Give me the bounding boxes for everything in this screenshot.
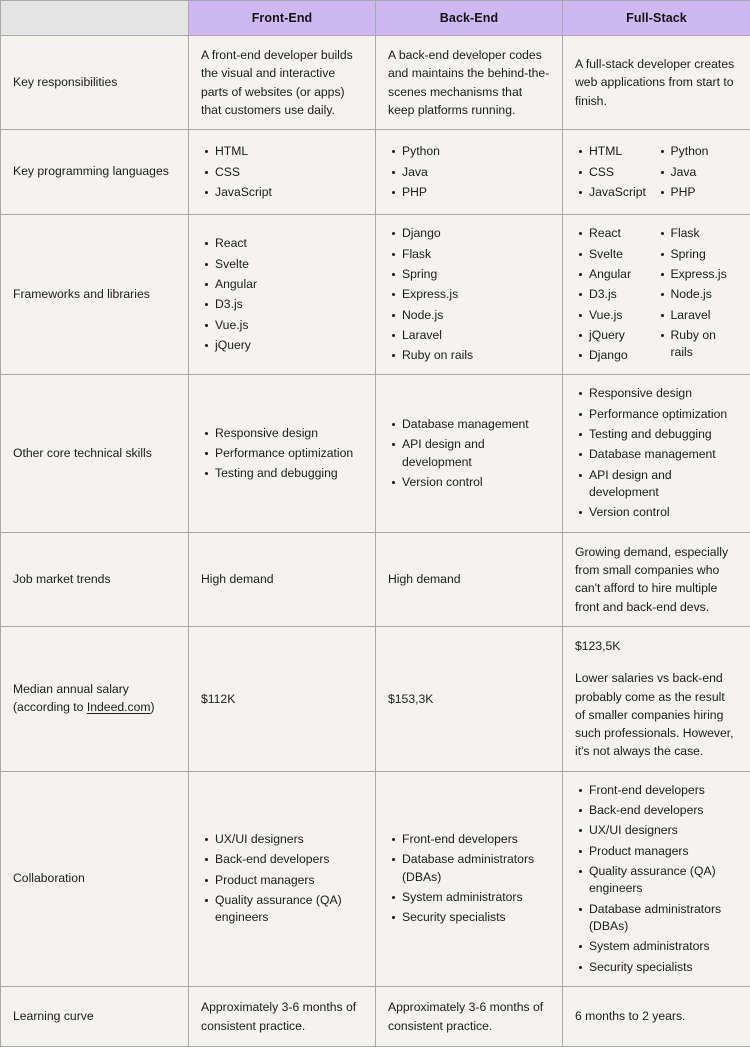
- row-label-learning-curve: Learning curve: [1, 987, 189, 1047]
- list-item: UX/UI designers: [215, 831, 363, 848]
- cell-frameworks-back-end: [376, 215, 563, 375]
- list-item: Java: [671, 164, 739, 181]
- cell-text: Growing demand, especially from small companies who can't afford to hire multiple front and back-end devs.: [575, 543, 738, 616]
- list-item: Product managers: [589, 843, 738, 860]
- list-item: React: [215, 235, 363, 252]
- bullet-list: [575, 782, 738, 976]
- list-item: Database administrators (DBAs): [402, 851, 550, 886]
- bullet-list: [388, 831, 550, 927]
- bullet-list: [575, 385, 738, 521]
- list-item: Back-end developers: [215, 851, 363, 868]
- cell-key-responsibilities-front-end: [189, 36, 376, 130]
- table-header: [1, 1, 750, 36]
- bullet-list: [388, 143, 550, 201]
- list-item: Django: [402, 225, 550, 242]
- table-row-frameworks-and-libraries: [1, 215, 750, 375]
- list-item: Spring: [402, 266, 550, 283]
- list-item: Spring: [671, 246, 739, 263]
- list-item: Quality assurance (QA) engineers: [215, 892, 363, 927]
- cell-job-market-front-end: [189, 532, 376, 626]
- table-body: [1, 36, 750, 1047]
- list-item: Front-end developers: [402, 831, 550, 848]
- list-item: UX/UI designers: [589, 822, 738, 839]
- cell-salary-back-end: [376, 626, 563, 771]
- row-label-line-2-suffix: ): [151, 700, 155, 714]
- bullet-columns: [575, 143, 738, 201]
- list-item: Version control: [402, 474, 550, 491]
- row-label-key-responsibilities: Key responsibilities: [1, 36, 189, 130]
- list-item: Django: [589, 347, 657, 364]
- list-item: Ruby on rails: [671, 327, 739, 362]
- list-item: React: [589, 225, 657, 242]
- list-item: Database administrators (DBAs): [589, 901, 738, 936]
- cell-languages-back-end: [376, 130, 563, 215]
- list-item: Back-end developers: [589, 802, 738, 819]
- cell-collaboration-full-stack: [563, 771, 750, 986]
- list-item: Quality assurance (QA) engineers: [589, 863, 738, 898]
- list-item: Performance optimization: [215, 445, 363, 462]
- table-row-job-market-trends: [1, 532, 750, 626]
- list-item: PHP: [671, 184, 739, 201]
- header-row: [1, 1, 750, 36]
- cell-learning-curve-full-stack: [563, 987, 750, 1047]
- list-item: Testing and debugging: [215, 465, 363, 482]
- list-item: Testing and debugging: [589, 426, 738, 443]
- list-item: Python: [671, 143, 739, 160]
- list-item: PHP: [402, 184, 550, 201]
- cell-frameworks-full-stack: [563, 215, 750, 375]
- cell-salary-front-end: [189, 626, 376, 771]
- cell-languages-full-stack: [563, 130, 750, 215]
- table-row-collaboration: [1, 771, 750, 986]
- bullet-list: [201, 235, 363, 354]
- list-item: jQuery: [589, 327, 657, 344]
- bullet-columns: [575, 225, 738, 364]
- list-item: JavaScript: [215, 184, 363, 201]
- list-item: CSS: [215, 164, 363, 181]
- list-item: System administrators: [402, 889, 550, 906]
- cell-text: A front-end developer builds the visual and interactive parts of websites (or apps) that customers use daily.: [201, 46, 363, 119]
- cell-learning-curve-front-end: [189, 987, 376, 1047]
- cell-text: High demand: [388, 570, 550, 588]
- list-item: Performance optimization: [589, 406, 738, 423]
- list-item: Angular: [589, 266, 657, 283]
- list-item: Laravel: [402, 327, 550, 344]
- table-row-other-core-technical-skills: [1, 375, 750, 532]
- bullet-list: [388, 416, 550, 491]
- list-item: Flask: [671, 225, 739, 242]
- list-item: Svelte: [589, 246, 657, 263]
- row-label-frameworks-and-libraries: Frameworks and libraries: [1, 215, 189, 375]
- list-item: Ruby on rails: [402, 347, 550, 364]
- list-item: Vue.js: [215, 317, 363, 334]
- list-item: Node.js: [402, 307, 550, 324]
- salary-value: $153,3K: [388, 690, 550, 708]
- salary-value: $112K: [201, 690, 363, 708]
- list-item: Node.js: [671, 286, 739, 303]
- bullet-list: [201, 143, 363, 201]
- cell-collaboration-front-end: [189, 771, 376, 986]
- row-label-other-core-technical-skills: Other core technical skills: [1, 375, 189, 532]
- list-item: Angular: [215, 276, 363, 293]
- bullet-list: [201, 425, 363, 483]
- cell-text: 6 months to 2 years.: [575, 1007, 738, 1025]
- indeed-link[interactable]: Indeed.com: [87, 700, 151, 714]
- cell-skills-back-end: [376, 375, 563, 532]
- list-item: API design and development: [589, 467, 738, 502]
- list-item: HTML: [215, 143, 363, 160]
- bullet-list: [201, 831, 363, 927]
- table-row-learning-curve: [1, 987, 750, 1047]
- cell-job-market-back-end: [376, 532, 563, 626]
- list-item: Responsive design: [589, 385, 738, 402]
- cell-job-market-full-stack: [563, 532, 750, 626]
- row-label-line-1: Median annual salary: [13, 682, 129, 696]
- list-item: Responsive design: [215, 425, 363, 442]
- cell-text: A full-stack developer creates web applications from start to finish.: [575, 55, 738, 110]
- cell-skills-front-end: [189, 375, 376, 532]
- list-item: Product managers: [215, 872, 363, 889]
- cell-text: Approximately 3-6 months of consistent practice.: [388, 998, 550, 1035]
- list-item: Security specialists: [589, 959, 738, 976]
- column-header-front-end: Front-End: [189, 1, 376, 36]
- list-item: Svelte: [215, 256, 363, 273]
- cell-learning-curve-back-end: [376, 987, 563, 1047]
- column-header-full-stack: Full-Stack: [563, 1, 750, 36]
- table-row-key-programming-languages: [1, 130, 750, 215]
- list-item: Express.js: [671, 266, 739, 283]
- cell-text: Approximately 3-6 months of consistent practice.: [201, 998, 363, 1035]
- cell-key-responsibilities-full-stack: [563, 36, 750, 130]
- cell-key-responsibilities-back-end: [376, 36, 563, 130]
- list-item: D3.js: [589, 286, 657, 303]
- bullet-list-column-2: [657, 143, 739, 201]
- list-item: CSS: [589, 164, 657, 181]
- row-label-job-market-trends: Job market trends: [1, 532, 189, 626]
- list-item: JavaScript: [589, 184, 657, 201]
- header-corner-cell: [1, 1, 189, 36]
- salary-value: $123,5K: [575, 637, 738, 655]
- list-item: Database management: [402, 416, 550, 433]
- list-item: Front-end developers: [589, 782, 738, 799]
- list-item: HTML: [589, 143, 657, 160]
- bullet-list-column-1: [575, 143, 657, 201]
- bullet-list-column-1: [575, 225, 657, 364]
- cell-skills-full-stack: [563, 375, 750, 532]
- cell-salary-full-stack: [563, 626, 750, 771]
- cell-collaboration-back-end: [376, 771, 563, 986]
- cell-languages-front-end: [189, 130, 376, 215]
- cell-text: High demand: [201, 570, 363, 588]
- list-item: Version control: [589, 504, 738, 521]
- list-item: Security specialists: [402, 909, 550, 926]
- list-item: Express.js: [402, 286, 550, 303]
- list-item: System administrators: [589, 938, 738, 955]
- list-item: Java: [402, 164, 550, 181]
- list-item: Laravel: [671, 307, 739, 324]
- list-item: Python: [402, 143, 550, 160]
- list-item: Database management: [589, 446, 738, 463]
- column-header-back-end: Back-End: [376, 1, 563, 36]
- list-item: jQuery: [215, 337, 363, 354]
- salary-note: Lower salaries vs back-end probably come as the result of smaller companies hiring such professionals. However, it's not always the case.: [575, 669, 738, 760]
- bullet-list: [388, 225, 550, 364]
- list-item: Flask: [402, 246, 550, 263]
- row-label-key-programming-languages: Key programming languages: [1, 130, 189, 215]
- row-label-median-annual-salary: [1, 626, 189, 771]
- cell-text: A back-end developer codes and maintains the behind-the-scenes mechanisms that keep platforms running.: [388, 46, 550, 119]
- list-item: API design and development: [402, 436, 550, 471]
- table-row-median-annual-salary: [1, 626, 750, 771]
- list-item: D3.js: [215, 296, 363, 313]
- row-label-collaboration: Collaboration: [1, 771, 189, 986]
- list-item: Vue.js: [589, 307, 657, 324]
- cell-frameworks-front-end: [189, 215, 376, 375]
- bullet-list-column-2: [657, 225, 739, 364]
- table-row-key-responsibilities: [1, 36, 750, 130]
- row-label-line-2-prefix: (according to: [13, 700, 87, 714]
